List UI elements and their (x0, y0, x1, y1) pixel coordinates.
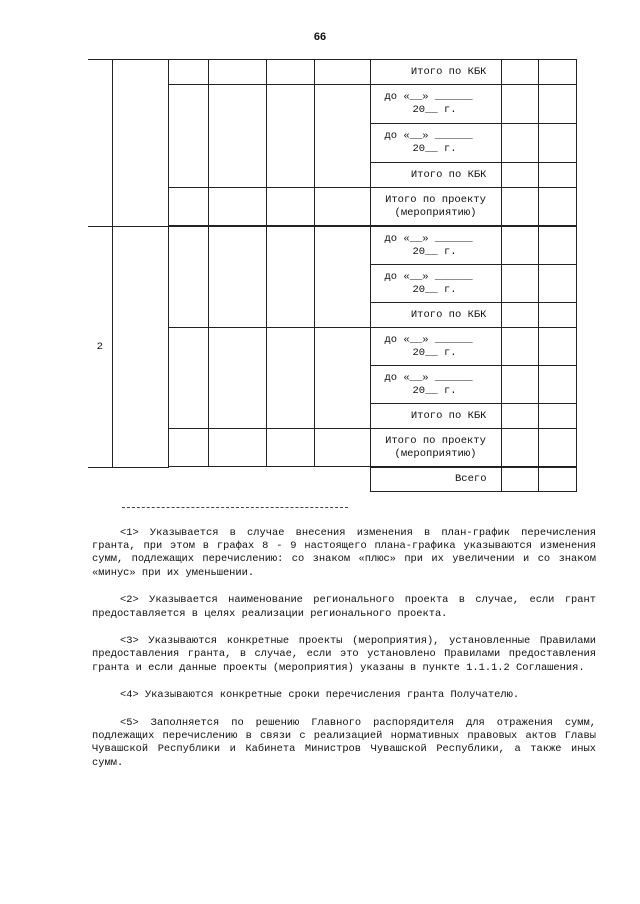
date-line-2: 20__ г. (412, 245, 457, 258)
date-cell (370, 227, 501, 265)
date-line-2: 20__ г. (412, 143, 457, 155)
table-cell (538, 303, 576, 328)
date-cell (370, 265, 501, 303)
table-cell (538, 163, 576, 188)
table-cell (538, 468, 576, 492)
table-cell (168, 85, 208, 188)
date-cell (370, 85, 501, 124)
schedule-table (88, 59, 577, 492)
date-cell (370, 124, 501, 163)
table-cell (501, 227, 538, 265)
table-cell (314, 429, 370, 467)
table-cell (538, 60, 576, 85)
date-line-1: до «__» ______ (384, 232, 473, 245)
table-cell (314, 60, 370, 85)
table-cell (538, 85, 576, 124)
table-cell (208, 188, 266, 226)
row-number-cell: 2 (88, 227, 112, 468)
table-cell (168, 60, 208, 85)
date-line-1: до «__» ______ (384, 371, 473, 384)
footnote-3: <3> Указываются конкретные проекты (мероприятия), установленные Правилами предоставления гранта, в случае, если это установлено Правилами предоставления гранта и если данные проекты (мероприятия) указаны в пункте 1.1.1.2 Соглашения. (92, 635, 596, 674)
table-cell (538, 429, 576, 467)
itogo-kbk-label: Итого по КБК (370, 404, 501, 429)
table-cell (501, 60, 538, 85)
table-cell (501, 303, 538, 328)
table-cell (266, 328, 314, 429)
table-cell (168, 188, 208, 226)
table-cell (112, 227, 168, 468)
table-cell (501, 85, 538, 124)
table-cell (538, 227, 576, 265)
table-cell (168, 227, 208, 328)
table-cell (501, 366, 538, 404)
table-cell (314, 85, 370, 188)
table-cell (168, 328, 208, 429)
footnote-4: <4> Указываются конкретные сроки перечисления гранта Получателю. (120, 689, 520, 702)
table-cell (538, 124, 576, 163)
date-line-1: до «__» ______ (384, 91, 473, 103)
date-line-1: до «__» ______ (384, 270, 473, 283)
table-cell (501, 328, 538, 366)
itogo-proekt-label: Итого по проекту (мероприятию) (370, 188, 501, 226)
table-row (88, 468, 576, 492)
table-cell (538, 328, 576, 366)
table-row (88, 227, 576, 265)
table-cell (208, 429, 266, 467)
page-number: 66 (313, 31, 327, 43)
itogo-kbk-label: Итого по КБК (370, 303, 501, 328)
table-cell (266, 188, 314, 226)
table-cell (112, 60, 168, 227)
date-line-2: 20__ г. (412, 346, 457, 359)
table-cell (538, 404, 576, 429)
date-cell (370, 328, 501, 366)
table-cell (538, 366, 576, 404)
itogo-kbk-label: Итого по КБК (370, 60, 501, 85)
table-cell (538, 265, 576, 303)
table-cell (266, 85, 314, 188)
table-cell (501, 429, 538, 467)
itogo-kbk-label: Итого по КБК (370, 163, 501, 188)
footnotes (92, 527, 596, 784)
table-cell (266, 60, 314, 85)
table-cell (208, 85, 266, 188)
table-cell (168, 429, 208, 467)
table-cell (266, 227, 314, 328)
table-row (88, 60, 576, 85)
date-line-1: до «__» ______ (384, 130, 473, 142)
footnote-2: <2> Указывается наименование регионального проекта в случае, если грант предоставляется в целях реализации регионального проекта. (92, 594, 596, 620)
table-cell (501, 124, 538, 163)
table-cell (88, 60, 112, 227)
table-cell (314, 328, 370, 429)
date-cell (370, 366, 501, 404)
table-cell (501, 188, 538, 226)
footnote-5: <5> Заполняется по решению Главного распорядителя для отражения сумм, подлежащих перечислению в связи с реализацией нормативных правовых актов Главы Чувашской Республики и Кабинета Министров Чувашской Республики, а также иных сумм. (92, 717, 596, 769)
date-line-2: 20__ г. (412, 384, 457, 397)
table-cell (208, 227, 266, 328)
table-cell (501, 163, 538, 188)
itogo-proekt-label: Итого по проекту (мероприятию) (370, 429, 501, 467)
date-line-2: 20__ г. (412, 104, 457, 116)
table-cell (266, 429, 314, 467)
vsego-label: Всего (370, 468, 501, 492)
table-cell (538, 188, 576, 226)
date-line-1: до «__» ______ (384, 333, 473, 346)
footnote-separator (122, 507, 348, 508)
date-line-2: 20__ г. (412, 283, 457, 296)
table-cell (314, 188, 370, 226)
table-cell (501, 404, 538, 429)
table-cell (501, 265, 538, 303)
table-cell (208, 60, 266, 85)
table-cell (208, 328, 266, 429)
table-cell (314, 227, 370, 328)
footnote-1: <1> Указывается в случае внесения изменения в план-график перечисления гранта, при этом в графах 8 - 9 настоящего плана-графика указываются изменения сумм, подлежащих перечислению: со знаком «плюс» при их увеличении и со знаком «минус» при их уменьшении. (92, 527, 596, 579)
table-cell (501, 468, 538, 492)
